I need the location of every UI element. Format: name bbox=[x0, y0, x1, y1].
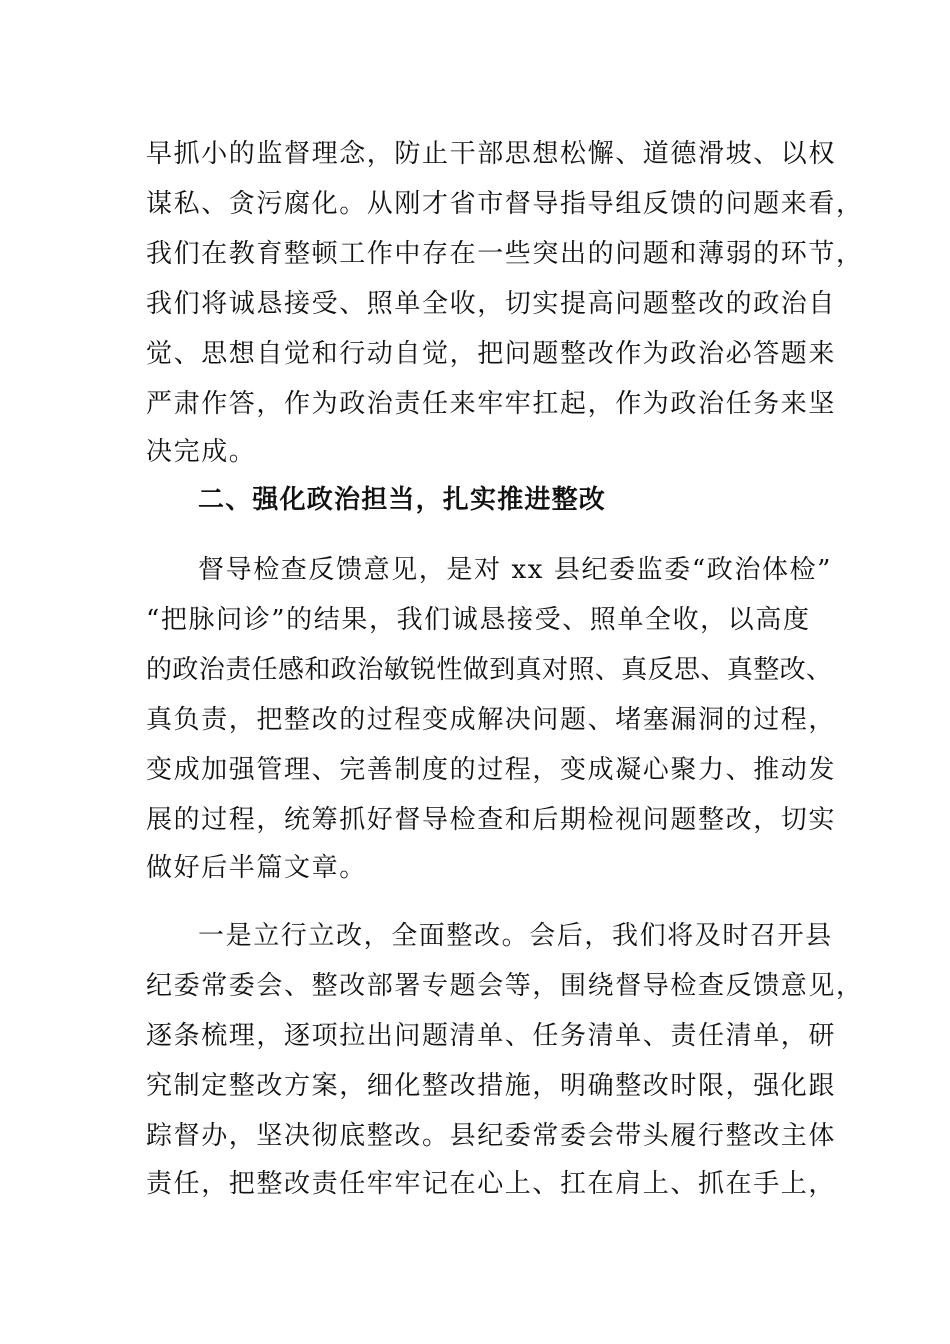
text-line: 做好后半篇文章。 bbox=[146, 853, 367, 883]
text-line: 觉、思想自觉和行动自觉，把问题整改作为政治必答题来 bbox=[146, 339, 837, 369]
text-line: 纪委常委会、整改部署专题会等，围绕督导检查反馈意见， bbox=[146, 971, 864, 1001]
text-line: 真负责，把整改的过程变成解决问题、堵塞漏洞的过程， bbox=[146, 705, 837, 735]
text-line: 的政治责任感和政治敏锐性做到真对照、真反思、真整改、 bbox=[146, 655, 833, 685]
text-line: 责任，把整改责任牢牢记在心上、扛在肩上、抓在手上， bbox=[146, 1169, 837, 1199]
text-line: 逐条梳理，逐项拉出问题清单、任务清单、责任清单，研 bbox=[146, 1021, 837, 1051]
text-line: 我们将诚恳接受、照单全收，切实提高问题整改的政治自 bbox=[146, 289, 837, 319]
text-line: 我们在教育整顿工作中存在一些突出的问题和薄弱的环节， bbox=[146, 239, 864, 269]
text-line: 展的过程，统筹抓好督导检查和后期检视问题整改，切实 bbox=[146, 805, 837, 835]
text-line: 决完成。 bbox=[146, 437, 257, 467]
text-line: 一是立行立改，全面整改。会后，我们将及时召开县 bbox=[198, 921, 833, 951]
text-line: 早抓小的监督理念，防止干部思想松懈、道德滑坡、以权 bbox=[146, 139, 837, 169]
text-line: 严肃作答，作为政治责任来牢牢扛起，作为政治任务来坚 bbox=[146, 389, 837, 419]
text-line: 变成加强管理、完善制度的过程，变成凝心聚力、推动发 bbox=[146, 755, 837, 785]
text-line: 谋私、贪污腐化。从刚才省市督导指导组反馈的问题来看， bbox=[146, 189, 864, 219]
text-line: 究制定整改方案，细化整改措施，明确整改时限，强化跟 bbox=[146, 1071, 837, 1101]
text-line: “把脉问诊”的结果，我们诚恳接受、照单全收，以高度 bbox=[146, 605, 811, 635]
section-heading: 二、强化政治担当，扎实推进整改 bbox=[198, 485, 607, 515]
text-line: 踪督办，坚决彻底整改。县纪委常委会带头履行整改主体 bbox=[146, 1121, 837, 1151]
text-line: 督导检查反馈意见，是对 xx 县纪委监委“政治体检” bbox=[198, 555, 833, 585]
